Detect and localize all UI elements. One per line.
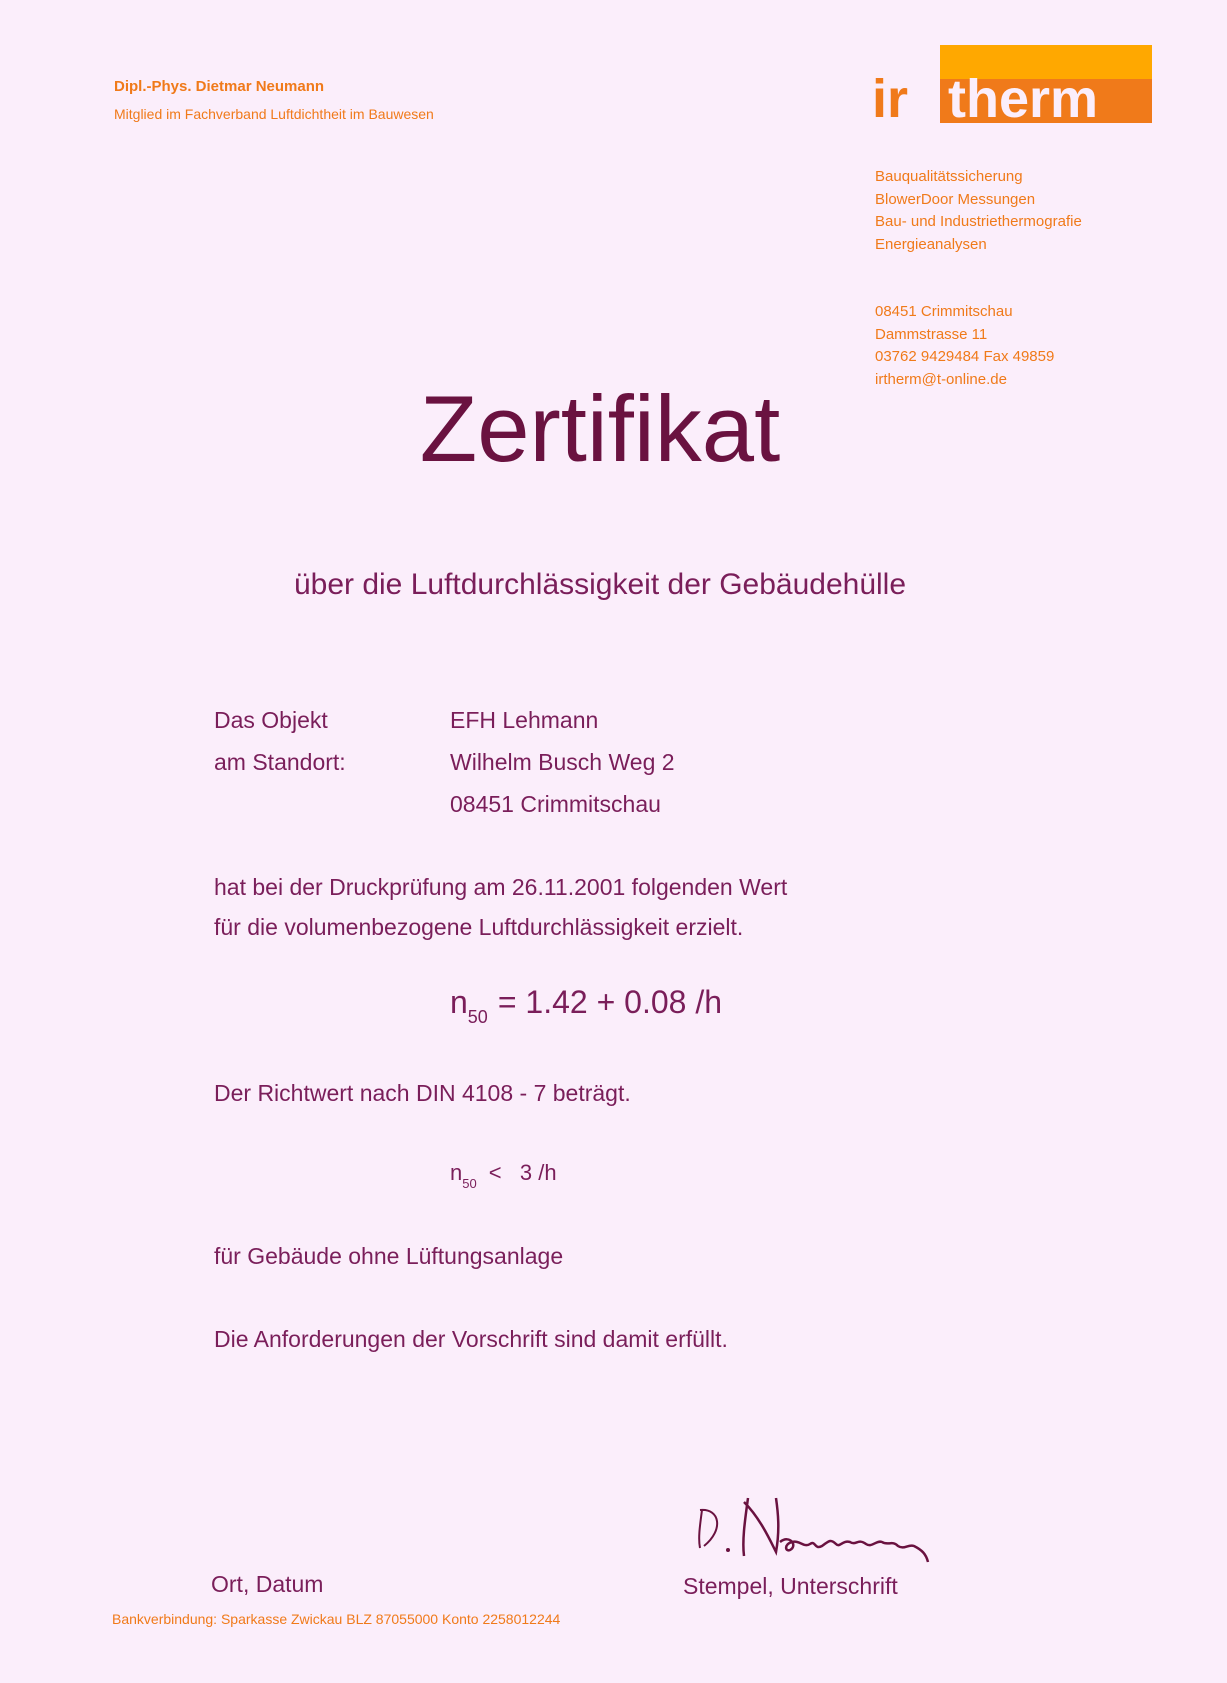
result-line-1: hat bei der Druckprüfung am 26.11.2001 folgenden Wert (214, 874, 788, 900)
service-item: Bauqualitätssicherung (875, 168, 1023, 185)
handwritten-signature (690, 1490, 990, 1580)
header-membership: Mitglied im Fachverband Luftdichtheit im Bauwesen (114, 106, 434, 122)
condition-line: für Gebäude ohne Lüftungsanlage (214, 1243, 564, 1269)
formula-measured-value: = 1.42 + 0.08 /h (497, 984, 723, 1020)
formula-limit-sub: 50 (462, 1176, 477, 1191)
service-item: BlowerDoor Messungen (875, 190, 1036, 208)
label-place-date: Ort, Datum (211, 1571, 324, 1597)
conclusion-line: Die Anforderungen der Vorschrift sind damit erfüllt. (214, 1326, 728, 1352)
services-list (875, 166, 1082, 256)
label-location: am Standort: (214, 749, 346, 775)
object-city: 08451 Crimmitschau (450, 791, 661, 817)
formula-limit (450, 1160, 557, 1191)
contact-city: 08451 Crimmitschau (875, 303, 1013, 320)
formula-measured-n: n (450, 984, 468, 1020)
formula-limit-n: n (450, 1160, 463, 1185)
formula-measured (450, 984, 722, 1028)
certificate-title: Zertifikat (419, 376, 781, 481)
label-stamp-signature: Stempel, Unterschrift (683, 1573, 898, 1599)
contact-street: Dammstrasse 11 (875, 325, 988, 343)
object-name: EFH Lehmann (450, 707, 599, 733)
formula-measured-sub: 50 (467, 1007, 488, 1027)
logo-text-left: ir (872, 69, 909, 123)
label-object: Das Objekt (214, 707, 328, 733)
formula-limit-value: < 3 /h (488, 1160, 557, 1185)
header-name: Dipl.-Phys. Dietmar Neumann (114, 78, 325, 95)
certificate-subtitle: über die Luftdurchlässigkeit der Gebäudehülle (293, 568, 907, 601)
irtherm-logo (872, 45, 1152, 123)
service-item: Energieanalysen (875, 235, 987, 253)
service-item: Bau- und Industriethermografie (875, 213, 1082, 230)
object-street: Wilhelm Busch Weg 2 (450, 749, 675, 775)
contact-email: irtherm@t-online.de (875, 370, 1007, 388)
logo-text-right: therm (948, 69, 1099, 123)
guideline-line: Der Richtwert nach DIN 4108 - 7 beträgt. (214, 1080, 631, 1106)
contact-phone: 03762 9429484 Fax 49859 (875, 348, 1055, 365)
result-line-2: für die volumenbezogene Luftdurchlässigkeit erzielt. (214, 914, 744, 940)
footer-bank-details: Bankverbindung: Sparkasse Zwickau BLZ 87055000 Konto 2258012244 (112, 1611, 561, 1627)
